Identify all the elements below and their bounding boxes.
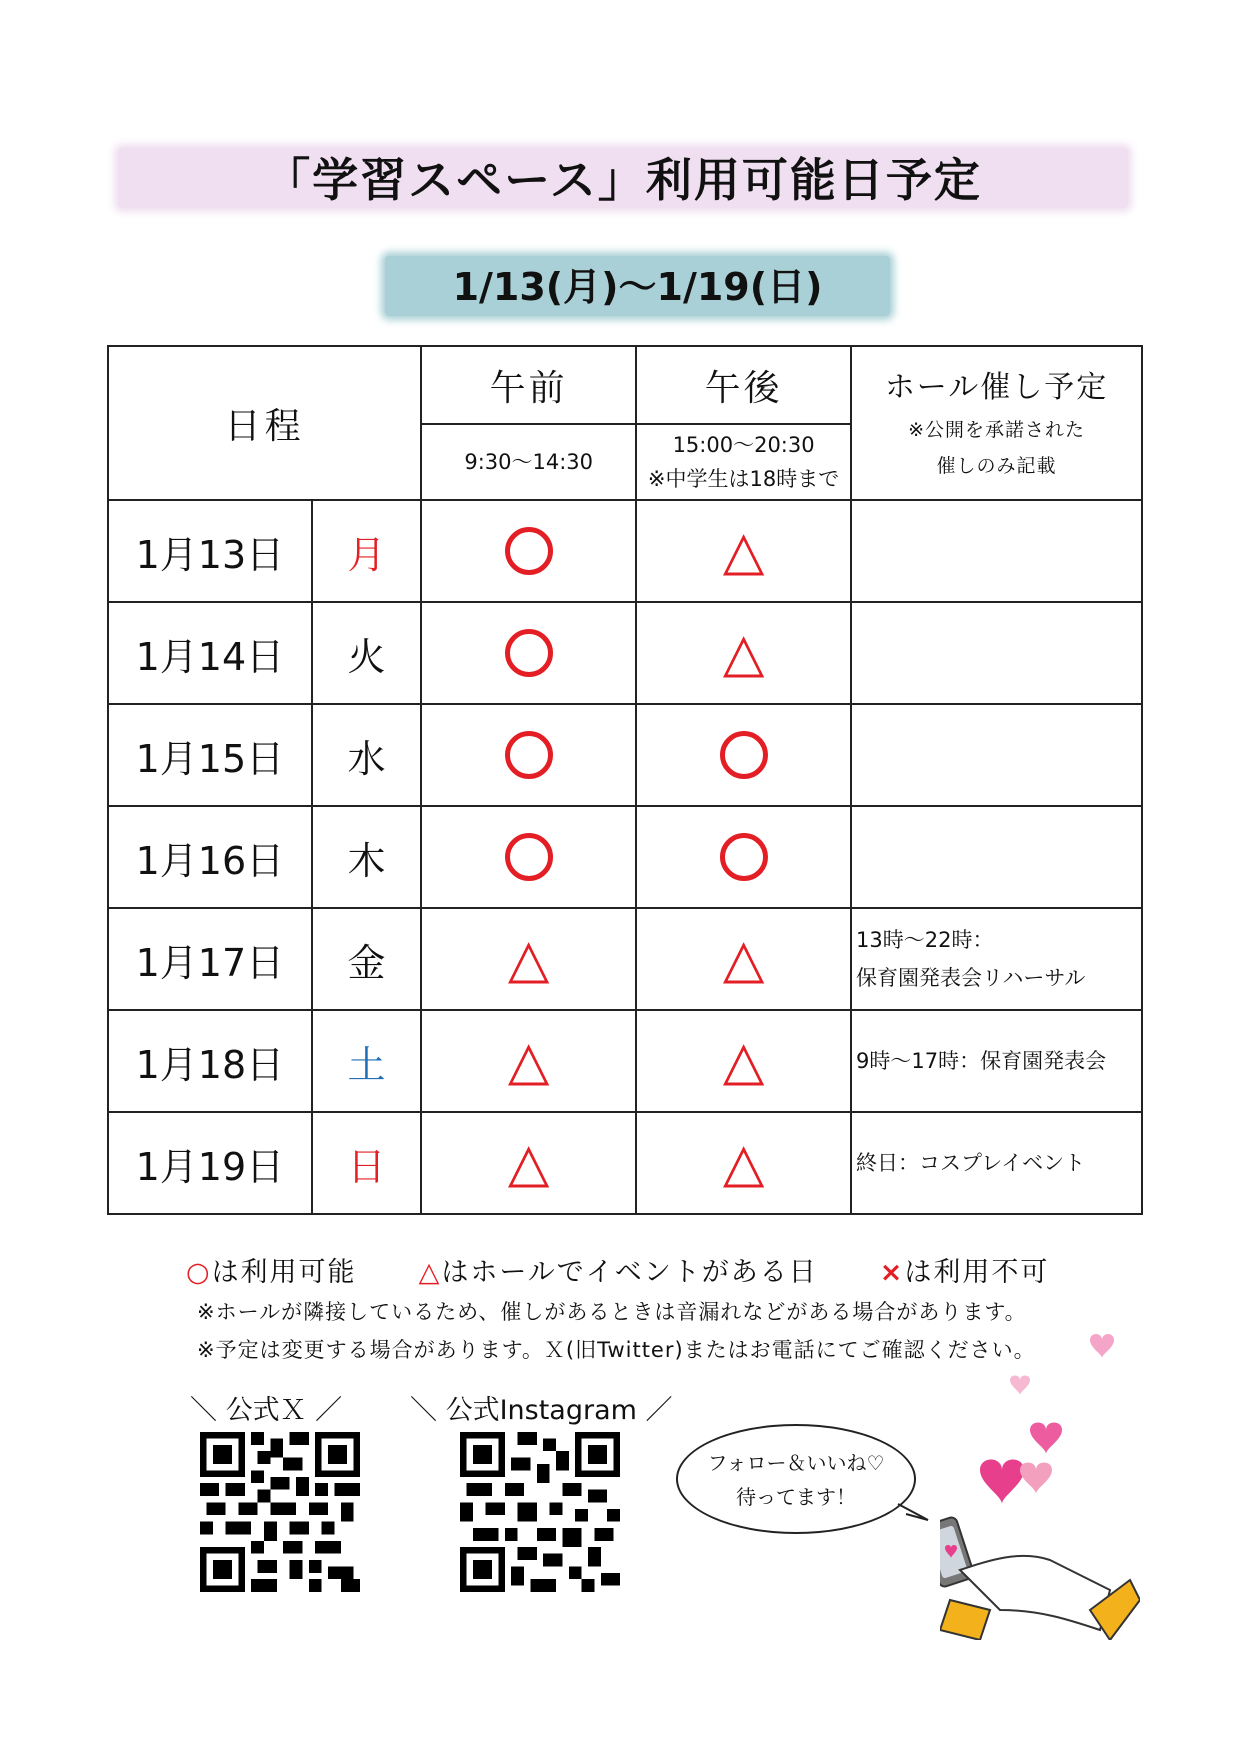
pm-status-cell bbox=[636, 1112, 851, 1214]
date-cell: 1月19日 bbox=[108, 1112, 312, 1214]
am-status-mark bbox=[505, 629, 553, 677]
speech-bubble bbox=[676, 1424, 916, 1534]
note-schedule-change: ※予定は変更する場合があります。Ｘ(旧Twitter)またはお電話にてご確認ください。 bbox=[197, 1338, 1036, 1362]
header-event-note-1: ※公開を承諾された bbox=[908, 419, 1085, 441]
day-of-week: 月 bbox=[312, 500, 421, 602]
legend-available bbox=[186, 1250, 357, 1289]
table-row bbox=[108, 500, 1142, 602]
note-sound-leak: ※ホールが隣接しているため、催しがあるときは音漏れなどがある場合があります。 bbox=[197, 1300, 1027, 1324]
header-am: 午前 bbox=[421, 346, 636, 424]
header-schedule: 日程 bbox=[108, 346, 421, 500]
legend-event bbox=[419, 1250, 818, 1289]
am-status-mark: △ bbox=[507, 1029, 550, 1092]
event-cell bbox=[851, 602, 1142, 704]
date-cell: 1月14日 bbox=[108, 602, 312, 704]
instagram-qr-code-icon[interactable] bbox=[460, 1432, 620, 1592]
pm-status-mark bbox=[720, 731, 768, 779]
pm-status-mark: △ bbox=[722, 621, 765, 684]
pm-status-mark: △ bbox=[722, 519, 765, 582]
pm-status-cell bbox=[636, 704, 851, 806]
am-status-mark bbox=[505, 527, 553, 575]
date-cell: 1月16日 bbox=[108, 806, 312, 908]
pm-status-cell bbox=[636, 1010, 851, 1112]
x-label: ＼ 公式Ｘ ／ bbox=[190, 1395, 343, 1426]
legend-unavailable bbox=[880, 1250, 1050, 1289]
date-cell: 1月13日 bbox=[108, 500, 312, 602]
table-row bbox=[108, 1112, 1142, 1214]
table-row bbox=[108, 908, 1142, 1010]
event-cell bbox=[851, 1010, 1142, 1112]
legend-available-text: は利用可能 bbox=[211, 1257, 357, 1288]
legend bbox=[186, 1250, 1086, 1289]
bubble-line-1: フォロー＆いいね♡ bbox=[707, 1451, 885, 1475]
pm-time: 15:00〜20:30 bbox=[672, 433, 815, 457]
event-cell bbox=[851, 500, 1142, 602]
pm-status-cell bbox=[636, 602, 851, 704]
pm-status-cell bbox=[636, 500, 851, 602]
pm-status-mark: △ bbox=[722, 1029, 765, 1092]
event-cell bbox=[851, 908, 1142, 1010]
date-range: 1/13(月)〜1/19(日) bbox=[452, 265, 823, 309]
pm-status-mark: △ bbox=[722, 927, 765, 990]
am-status-cell bbox=[421, 602, 636, 704]
page-title: 「学習スペース」利用可能日予定 bbox=[264, 153, 982, 207]
event-text: 9時〜17時：保育園発表会 bbox=[856, 1049, 1107, 1073]
event-text: 終日：コスプレイベント bbox=[856, 1151, 1086, 1175]
event-text: 13時〜22時： bbox=[856, 928, 994, 952]
date-cell: 1月18日 bbox=[108, 1010, 312, 1112]
cross-icon: × bbox=[879, 1257, 905, 1288]
event-cell bbox=[851, 1112, 1142, 1214]
am-status-cell bbox=[421, 806, 636, 908]
date-cell: 1月15日 bbox=[108, 704, 312, 806]
am-time: 9:30〜14:30 bbox=[421, 424, 636, 500]
am-status-mark: △ bbox=[507, 927, 550, 990]
x-qr-code-icon[interactable] bbox=[200, 1432, 360, 1592]
event-cell bbox=[851, 704, 1142, 806]
circle-icon: ○ bbox=[186, 1257, 212, 1288]
pm-status-mark: △ bbox=[722, 1131, 765, 1194]
am-status-mark bbox=[505, 731, 553, 779]
bubble-line-2: 待ってます！ bbox=[736, 1485, 856, 1509]
pm-status-cell bbox=[636, 806, 851, 908]
legend-unavailable-text: は利用不可 bbox=[904, 1257, 1050, 1288]
table-row bbox=[108, 602, 1142, 704]
bubble-tail-icon bbox=[896, 1500, 930, 1526]
legend-event-text: はホールでイベントがある日 bbox=[441, 1257, 818, 1288]
day-of-week: 土 bbox=[312, 1010, 421, 1112]
pm-time-cell bbox=[636, 424, 851, 500]
event-cell bbox=[851, 806, 1142, 908]
day-of-week: 金 bbox=[312, 908, 421, 1010]
day-of-week: 木 bbox=[312, 806, 421, 908]
pm-status-mark bbox=[720, 833, 768, 881]
day-of-week: 火 bbox=[312, 602, 421, 704]
schedule-table bbox=[107, 345, 1143, 1215]
instagram-label: ＼ 公式Instagram ／ bbox=[410, 1395, 673, 1426]
am-status-cell bbox=[421, 1010, 636, 1112]
am-status-cell bbox=[421, 500, 636, 602]
am-status-mark bbox=[505, 833, 553, 881]
am-status-cell bbox=[421, 704, 636, 806]
am-status-mark: △ bbox=[507, 1131, 550, 1194]
header-pm: 午後 bbox=[636, 346, 851, 424]
triangle-icon: △ bbox=[418, 1257, 442, 1288]
day-of-week: 水 bbox=[312, 704, 421, 806]
hand-phone-hearts-icon bbox=[940, 1320, 1140, 1640]
table-row bbox=[108, 1010, 1142, 1112]
table-row bbox=[108, 806, 1142, 908]
header-event-cell bbox=[851, 346, 1142, 500]
event-text: 保育園発表会リハーサル bbox=[856, 966, 1086, 990]
table-row bbox=[108, 704, 1142, 806]
header-event: ホール催し予定 bbox=[884, 370, 1109, 405]
am-status-cell bbox=[421, 1112, 636, 1214]
pm-status-cell bbox=[636, 908, 851, 1010]
day-of-week: 日 bbox=[312, 1112, 421, 1214]
pm-note: ※中学生は18時まで bbox=[647, 467, 840, 491]
am-status-cell bbox=[421, 908, 636, 1010]
header-event-note-2: 催しのみ記載 bbox=[936, 455, 1057, 477]
date-cell: 1月17日 bbox=[108, 908, 312, 1010]
